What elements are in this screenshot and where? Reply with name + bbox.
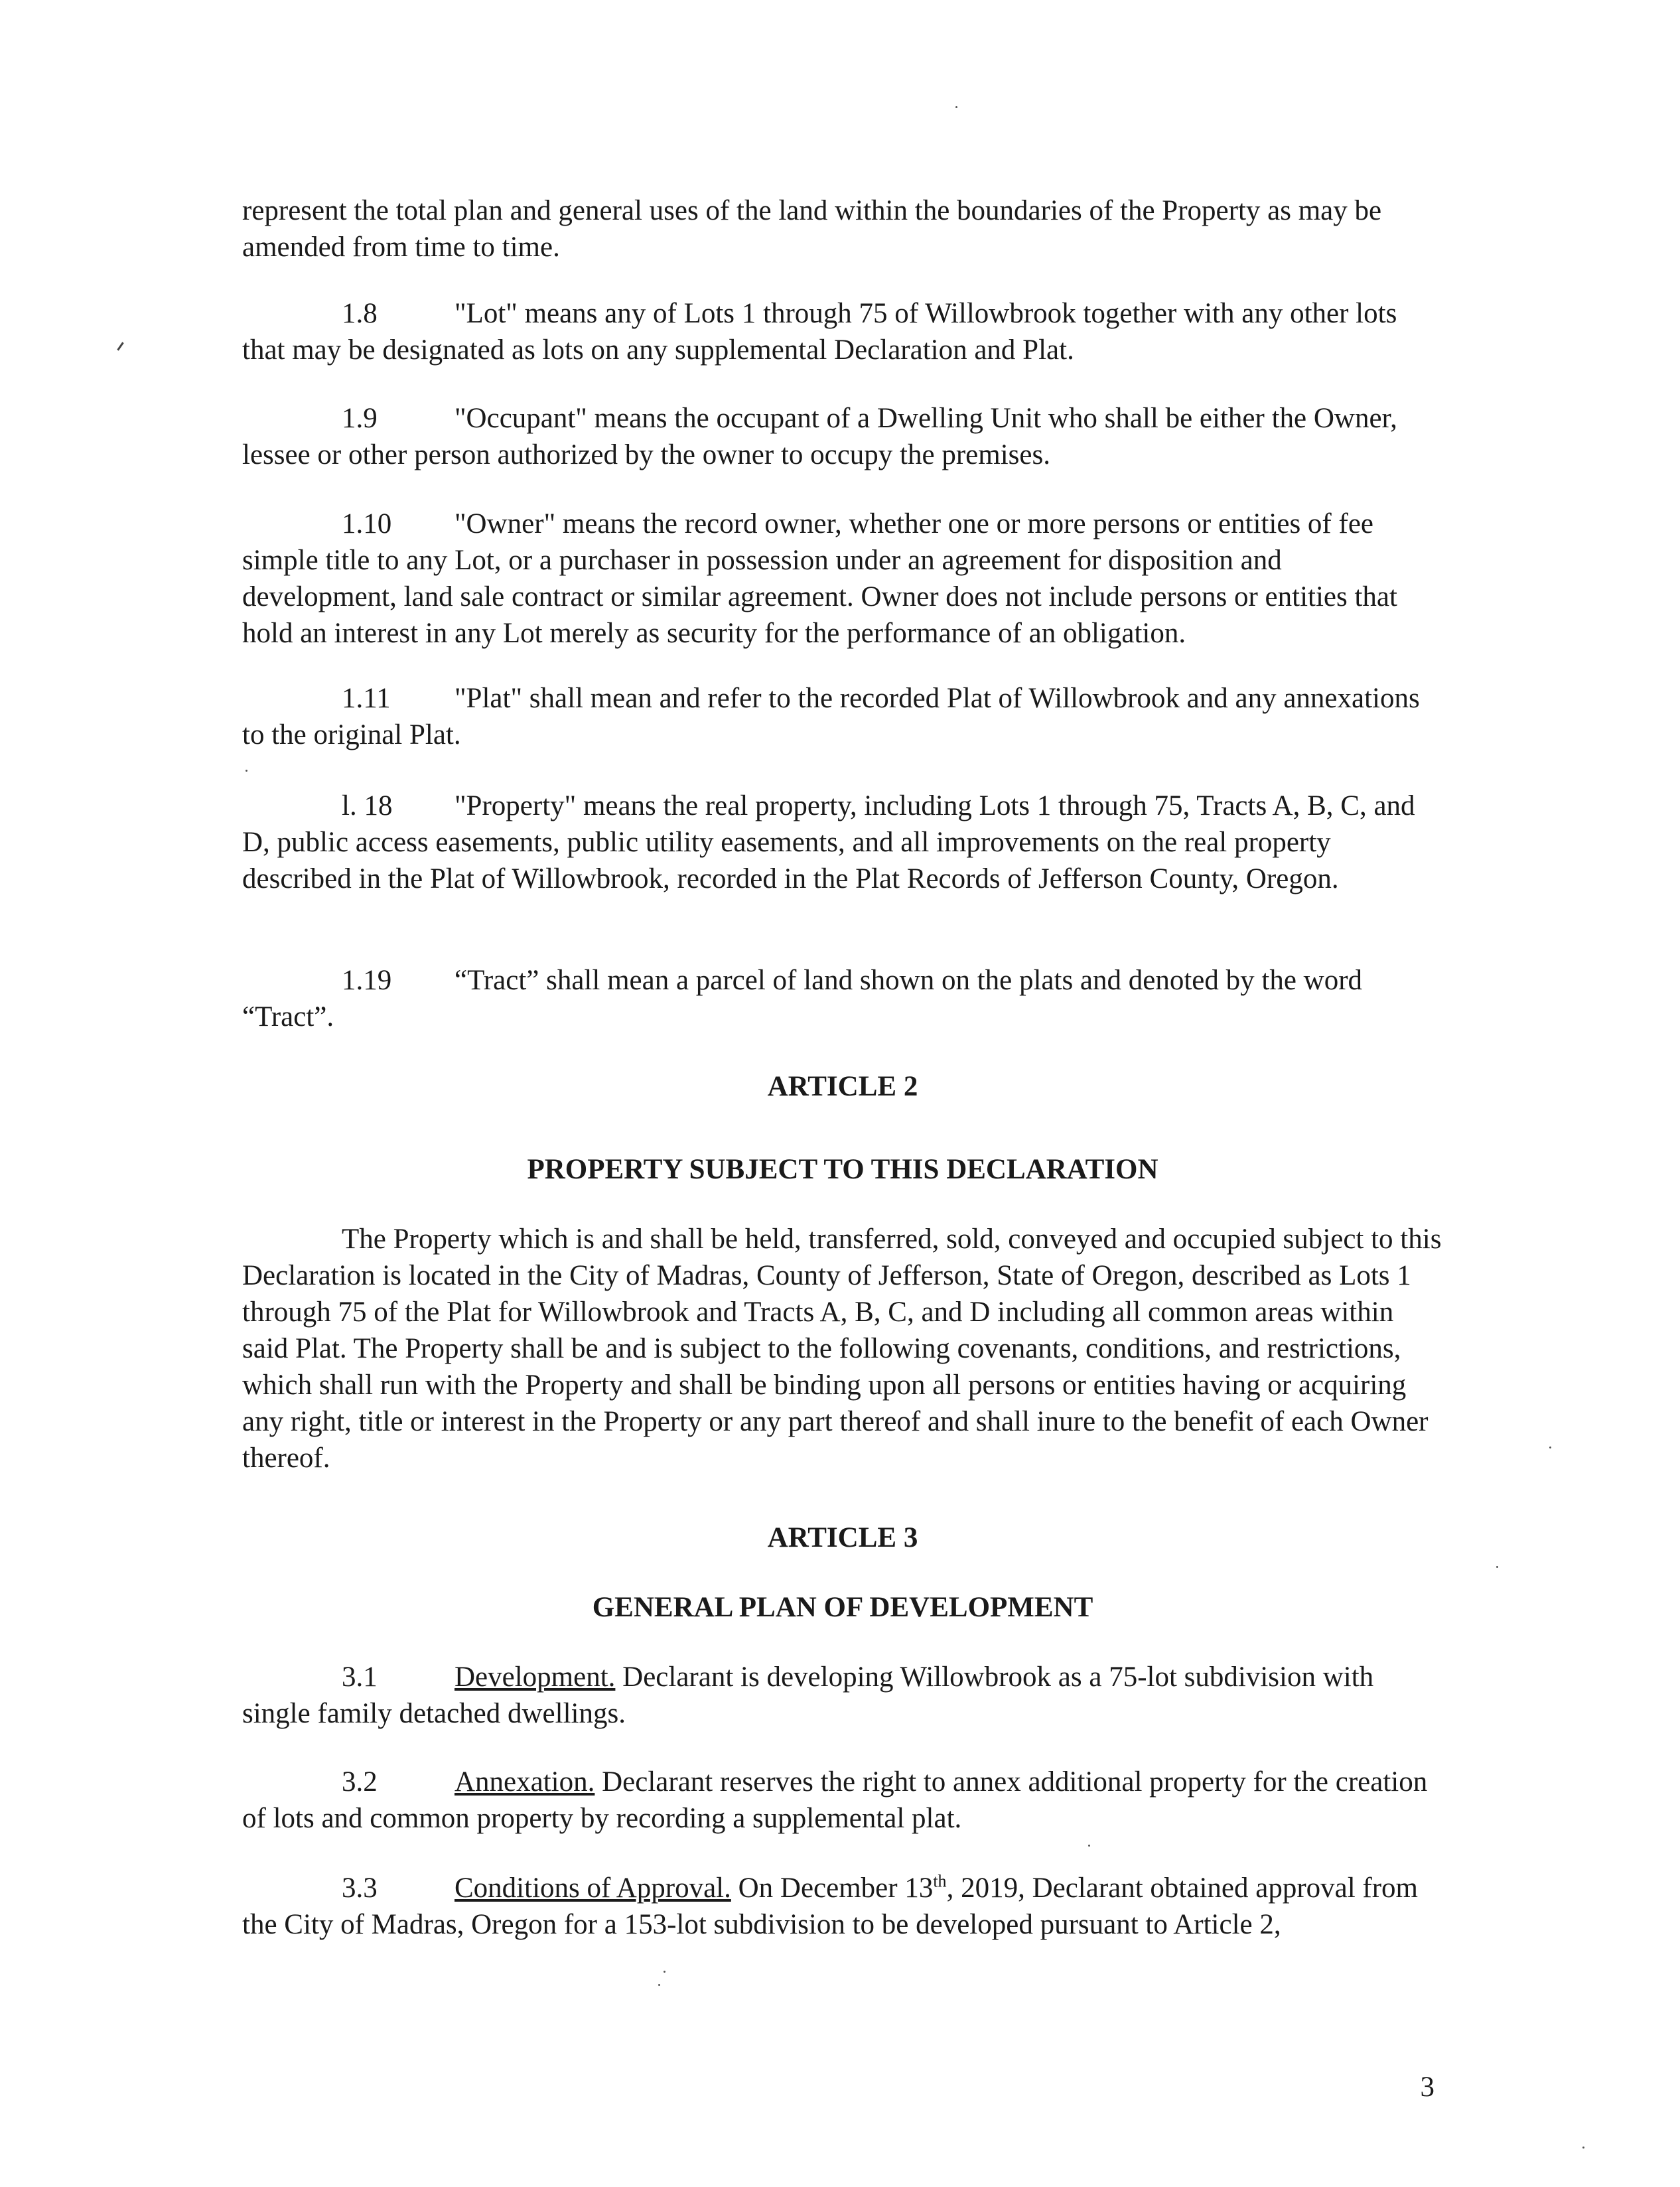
section-number: l. 18: [342, 790, 393, 821]
section-1-19: [242, 962, 1443, 1035]
article-3-title: GENERAL PLAN OF DEVELOPMENT: [592, 1592, 1093, 1623]
scan-speck: [1549, 1446, 1551, 1448]
section-heading: Conditions of Approval.: [455, 1872, 731, 1904]
article-3-label: ARTICLE 3: [767, 1522, 918, 1553]
section-number: 3.2: [342, 1766, 378, 1798]
section-number: 1.11: [342, 683, 391, 714]
section-number: 3.3: [342, 1872, 378, 1904]
scan-speck: [1582, 2147, 1584, 2149]
scan-speck: [664, 1971, 665, 1973]
section-text: "Plat" shall mean and refer to the recorded Plat of Willowbrook and any annexations to the original Plat.: [242, 683, 1420, 750]
section-text: “Tract” shall mean a parcel of land shown on the plats and denoted by the word “Tract”.: [242, 965, 1363, 1032]
section-number: 3.1: [342, 1661, 378, 1693]
section-text: "Lot" means any of Lots 1 through 75 of Willowbrook together with any other lots that may be designated as lots on any supplemental Declaration and Plat.: [242, 298, 1397, 366]
section-1-11: [242, 680, 1443, 753]
section-1-10: [242, 506, 1443, 652]
section-1-8: [242, 295, 1443, 368]
section-1-9: [242, 400, 1443, 473]
section-3-2: [242, 1764, 1443, 1837]
section-text: "Occupant" means the occupant of a Dwelling Unit who shall be either the Owner, lessee or other person authorized by the owner to occupy the premises.: [242, 403, 1397, 470]
article-2-text: The Property which is and shall be held, transferred, sold, conveyed and occupied subject to this Declaration is located in the City of Madras, County of Jefferson, State of Oregon, described as Lots 1 through 75 of the Plat for Willowbrook and Tracts A, B, C, and D including all common areas within said Plat. The Property shall be and is subject to the following covenants, conditions, and restrictions, which shall run with the Property and shall be binding upon all persons or entities having or acquiring any right, title or interest in the Property or any part thereof and shall inure to the benefit of each Owner thereof.: [242, 1224, 1442, 1474]
section-text-after: , 2019, Declarant obtained approval from the City of Madras, Oregon for a 153-lot subdivision to be developed pursuant to Article 2,: [242, 1872, 1419, 1940]
section-heading: Development.: [455, 1661, 616, 1693]
section-text: "Owner" means the record owner, whether one or more persons or entities of fee simple title to any Lot, or a purchaser in possession under an agreement for disposition and development, land sale contract or similar agreement. Owner does not include persons or entities that hold an interest in any Lot merely as security for the performance of an obligation.: [242, 508, 1397, 649]
ordinal-suffix: th: [933, 1871, 947, 1891]
section-number: 1.9: [342, 403, 378, 434]
article-2-title: PROPERTY SUBJECT TO THIS DECLARATION: [527, 1154, 1158, 1185]
section-number: 1.8: [342, 298, 378, 329]
section-text: Declarant reserves the right to annex additional property for the creation of lots and common property by recording a supplemental plat.: [242, 1766, 1428, 1834]
section-number: 1.19: [342, 965, 392, 996]
section-heading: Annexation.: [455, 1766, 595, 1798]
scan-speck: [658, 1984, 660, 1986]
section-3-1: [242, 1659, 1443, 1732]
scan-speck: [245, 770, 247, 772]
scan-speck: [1088, 1845, 1090, 1847]
scan-mark: [117, 342, 123, 350]
section-number: 1.10: [342, 508, 392, 539]
article-2-label: ARTICLE 2: [767, 1071, 918, 1102]
section-1-18: [242, 788, 1443, 897]
section-text: "Property" means the real property, including Lots 1 through 75, Tracts A, B, C, and D, public access easements, public utility easements, and all improvements on the real property described in the Plat of Willowbrook, recorded in the Plat Records of Jefferson County, Oregon.: [242, 790, 1415, 894]
continuation-paragraph: represent the total plan and general uses of the land within the boundaries of the Property as may be amended from time to time.: [242, 195, 1382, 263]
section-text-before: On December 13: [731, 1872, 934, 1904]
section-3-3: [242, 1870, 1443, 1943]
page-number: 3: [1420, 2072, 1435, 2103]
section-text: Declarant is developing Willowbrook as a 75-lot subdivision with single family detached dwellings.: [242, 1661, 1374, 1729]
scan-speck: [955, 106, 957, 108]
scan-speck: [1496, 1566, 1498, 1568]
article-2-body: [242, 1221, 1443, 1476]
